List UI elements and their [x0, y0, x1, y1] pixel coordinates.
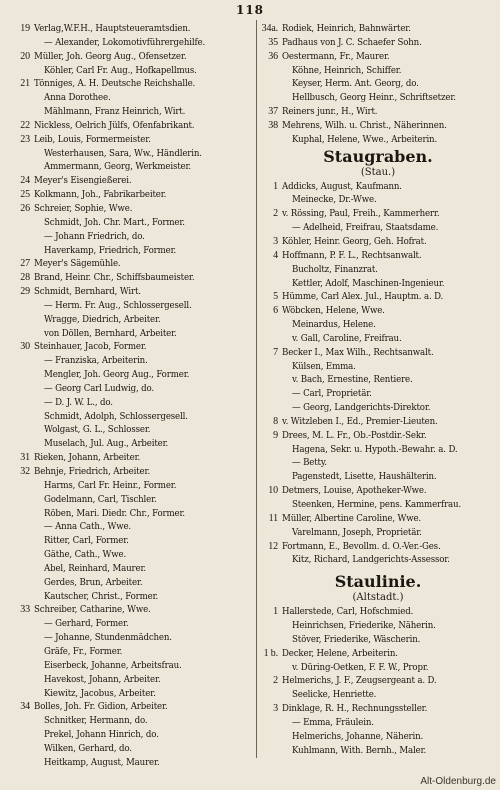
resident-entry: Meyer's Sägemühle.	[34, 258, 121, 270]
house-number: 34	[20, 701, 30, 713]
house-number: 8	[273, 415, 278, 427]
directory-entry	[0, 603, 258, 617]
directory-entry	[0, 299, 258, 313]
resident-entry: Röben, Mari. Diedr. Chr., Former.	[44, 507, 185, 519]
resident-entry: Helmerichs, Johanne, Näherin.	[292, 730, 424, 742]
directory-entry	[0, 631, 258, 645]
watermark: Alt-Oldenburg.de	[420, 776, 496, 787]
resident-entry: Havekost, Johann, Arbeiter.	[44, 673, 161, 685]
resident-entry: Steinhauer, Jacob, Former.	[34, 341, 147, 353]
directory-entry	[0, 244, 258, 258]
house-number: 24	[20, 175, 30, 187]
house-number: 7	[273, 346, 278, 358]
resident-entry: Köhler, Carl Fr. Aug., Hofkapellmus.	[44, 64, 197, 76]
directory-entry	[0, 119, 258, 133]
house-number: 10	[268, 485, 278, 497]
house-number: 1	[273, 606, 278, 618]
resident-entry: Becker I., Max Wilh., Rechtsanwalt.	[282, 346, 434, 358]
directory-entry	[256, 360, 500, 374]
directory-entry	[256, 318, 500, 332]
directory-entry	[256, 119, 500, 133]
directory-entry	[256, 332, 500, 346]
directory-entry	[0, 520, 258, 534]
resident-entry: Hümme, Carl Alex. Jul., Hauptm. a. D.	[282, 291, 444, 303]
house-number: 30	[20, 341, 30, 353]
directory-entry	[0, 576, 258, 590]
resident-entry: Ammermann, Georg, Werkmeister.	[44, 161, 192, 173]
directory-entry	[0, 327, 258, 341]
resident-entry: Kolkmann, Joh., Fabrikarbeiter.	[34, 189, 167, 201]
resident-entry: Fortmann, E., Bevollm. d. O.-Ver.-Ges.	[282, 540, 441, 552]
house-number: 31	[20, 452, 30, 464]
directory-entry	[256, 540, 500, 554]
directory-entry	[256, 484, 500, 498]
house-number: 12	[268, 540, 278, 552]
resident-entry: Stöver, Friederike, Wäscherin.	[292, 633, 421, 645]
resident-entry: Ritter, Carl, Former.	[44, 535, 129, 547]
directory-entry	[256, 456, 500, 470]
resident-entry: Gerdes, Brun, Arbeiter.	[44, 576, 143, 588]
directory-entry	[0, 313, 258, 327]
directory-entry	[256, 249, 500, 263]
resident-entry: Nickless, Oelrich Jülfs, Ofenfabrikant.	[34, 119, 195, 131]
directory-entry	[256, 470, 500, 484]
resident-entry: Verlag,W.F.H., Hauptsteueramtsdien.	[34, 23, 191, 34]
house-number: 1	[273, 180, 278, 192]
resident-entry: Oestermann, Fr., Maurer.	[282, 50, 390, 62]
directory-entry	[256, 207, 500, 221]
resident-entry: — Johanne, Stundenmädchen.	[44, 632, 172, 644]
resident-entry: Brand, Heinr. Chr., Schiffsbaumeister.	[34, 272, 195, 284]
directory-entry	[256, 77, 500, 91]
directory-entry	[0, 534, 258, 548]
directory-entry	[256, 498, 500, 512]
resident-entry: Kettler, Adolf, Maschinen-Ingenieur.	[292, 277, 445, 289]
house-number: 3	[273, 703, 278, 715]
directory-entry	[256, 193, 500, 207]
directory-entry	[256, 674, 500, 688]
directory-entry	[0, 64, 258, 78]
directory-entry	[256, 22, 500, 36]
house-number: 29	[20, 286, 30, 298]
directory-entry	[0, 714, 258, 728]
resident-entry: Schmidt, Bernhard, Wirt.	[34, 286, 141, 298]
house-number: 9	[273, 429, 278, 441]
directory-entry	[0, 91, 258, 105]
directory-entry	[256, 50, 500, 64]
house-number: 1 b.	[263, 647, 278, 659]
house-number: 23	[20, 133, 30, 145]
resident-entry: Behnje, Friedrich, Arbeiter.	[34, 466, 151, 477]
directory-entry	[0, 410, 258, 424]
house-number: 5	[273, 291, 278, 303]
directory-entry	[256, 526, 500, 540]
house-number: 3	[273, 235, 278, 247]
directory-entry	[0, 368, 258, 382]
resident-entry: Schreier, Sophie, Wwe.	[34, 202, 133, 214]
directory-entry	[0, 133, 258, 147]
house-number: 11	[268, 512, 278, 524]
directory-entry	[0, 271, 258, 285]
resident-entry: Detmers, Louise, Apotheker-Wwe.	[282, 485, 427, 497]
resident-entry: — D. J. W. L., do.	[44, 396, 113, 408]
directory-entry	[0, 216, 258, 230]
resident-entry: Kautscher, Christ., Former.	[44, 590, 159, 602]
resident-entry: Addicks, August, Kaufmann.	[282, 180, 402, 192]
directory-entry	[0, 340, 258, 354]
house-number: 33	[20, 604, 30, 616]
directory-entry	[256, 688, 500, 702]
house-number: 21	[20, 78, 30, 90]
directory-entry	[0, 590, 258, 604]
house-number: 25	[20, 189, 30, 201]
directory-entry	[0, 188, 258, 202]
house-number: 4	[273, 249, 278, 261]
resident-entry: von Döllen, Bernhard, Arbeiter.	[44, 327, 177, 339]
directory-entry	[0, 285, 258, 299]
resident-entry: Kitz, Richard, Landgerichts-Assessor.	[292, 554, 450, 566]
resident-entry: Reiners junr., H., Wirt.	[282, 106, 378, 118]
resident-entry: — Johann Friedrich, do.	[44, 230, 145, 242]
directory-entry	[256, 429, 500, 443]
directory-entry	[0, 673, 258, 687]
house-number: 38	[268, 119, 278, 131]
resident-entry: Wragge, Diedrich, Arbeiter.	[44, 313, 161, 325]
resident-entry: Haverkamp, Friedrich, Former.	[44, 244, 177, 256]
resident-entry: Abel, Reinhard, Maurer.	[44, 562, 147, 574]
resident-entry: v. Bach, Ernestine, Rentiere.	[292, 374, 413, 386]
house-number: 35	[268, 36, 278, 48]
resident-entry: Schmidt, Adolph, Schlossergesell.	[44, 410, 188, 422]
resident-entry: Steenken, Hermine, pens. Kammerfrau.	[292, 499, 462, 510]
directory-entry	[0, 202, 258, 216]
resident-entry: — Adelheid, Freifrau, Staatsdame.	[292, 222, 439, 234]
directory-entry	[256, 133, 500, 147]
house-number: 2	[273, 675, 278, 687]
resident-entry: Pagenstedt, Lisette, Haushälterin.	[292, 471, 437, 483]
directory-entry	[256, 619, 500, 633]
resident-entry: Hellbusch, Georg Heinr., Schriftsetzer.	[292, 92, 456, 104]
directory-entry	[0, 645, 258, 659]
resident-entry: Rodiek, Heinrich, Bahnwärter.	[282, 23, 411, 34]
resident-entry: Köhne, Heinrich, Schiffer.	[292, 64, 402, 76]
directory-entry	[256, 180, 500, 194]
directory-entry	[0, 728, 258, 742]
resident-entry: Kuphal, Helene, Wwe., Arbeiterin.	[292, 133, 438, 145]
directory-entry	[0, 700, 258, 714]
house-number: 32	[20, 466, 30, 477]
left-column	[0, 22, 258, 770]
directory-entry	[0, 147, 258, 161]
resident-entry: — Georg Carl Ludwig, do.	[44, 382, 154, 394]
resident-entry: v. Gall, Caroline, Freifrau.	[292, 332, 402, 344]
directory-entry	[256, 346, 500, 360]
resident-entry: Kuhlmann, With. Bernh., Maler.	[292, 744, 427, 756]
resident-entry: v. Düring-Oetken, F. F. W., Propr.	[292, 661, 429, 673]
resident-entry: — Herm. Fr. Aug., Schlossergesell.	[44, 299, 192, 311]
directory-entry	[256, 387, 500, 401]
directory-entry	[256, 415, 500, 429]
directory-entry	[0, 396, 258, 410]
directory-entry	[0, 257, 258, 271]
resident-entry: — Franziska, Arbeiterin.	[44, 355, 148, 367]
resident-entry: Westerhausen, Sara, Ww., Händlerin.	[44, 147, 202, 159]
directory-entry	[0, 548, 258, 562]
resident-entry: Eiserbeck, Johanne, Arbeitsfrau.	[44, 659, 182, 671]
directory-entry	[256, 277, 500, 291]
house-number: 37	[268, 106, 278, 118]
street-heading-staulinie: Staulinie.	[334, 572, 422, 592]
resident-entry: Helmerichs, J. F., Zeugsergeant a. D.	[282, 675, 437, 687]
directory-entry	[256, 605, 500, 619]
house-number: 6	[273, 305, 278, 317]
resident-entry: Drees, M. L. Fr., Ob.-Postdir.-Sekr.	[282, 429, 427, 441]
directory-entry	[0, 174, 258, 188]
resident-entry: Hoffmann, P. F. L., Rechtsanwalt.	[282, 249, 422, 261]
resident-entry: — Betty.	[292, 457, 327, 469]
resident-entry: Rieken, Johann, Arbeiter.	[34, 452, 141, 464]
directory-entry	[256, 443, 500, 457]
directory-entry	[256, 36, 500, 50]
resident-entry: Harms, Carl Fr. Heinr., Former.	[44, 479, 177, 491]
directory-entry	[256, 512, 500, 526]
resident-entry: Varelmann, Joseph, Proprietär.	[292, 526, 422, 538]
directory-entry	[0, 105, 258, 119]
resident-entry: — Alexander, Lokomotivführergehilfe.	[44, 36, 206, 48]
directory-entry	[0, 77, 258, 91]
resident-entry: Mehrens, Wilh. u. Christ., Näherinnen.	[282, 119, 447, 131]
directory-entry	[256, 744, 500, 758]
resident-entry: Tönniges, A. H. Deutsche Reichshalle.	[34, 78, 196, 90]
house-number: 22	[20, 119, 30, 131]
resident-entry: Mengler, Joh. Georg Aug., Former.	[44, 369, 190, 381]
directory-entry	[256, 730, 500, 744]
directory-entry	[256, 221, 500, 235]
directory-entry	[256, 304, 500, 318]
resident-entry: Heinrichsen, Friederike, Näherin.	[292, 620, 436, 632]
resident-entry: Meinardus, Helene.	[292, 319, 376, 331]
directory-entry	[0, 36, 258, 50]
resident-entry: Külsen, Emma.	[292, 360, 356, 372]
resident-entry: Wolgast, G. L., Schlosser.	[44, 424, 151, 436]
resident-entry: Schreiber, Catharine, Wwe.	[34, 604, 151, 616]
resident-entry: Decker, Helene, Arbeiterin.	[282, 647, 398, 659]
directory-entry	[256, 647, 500, 661]
resident-entry: Anna Dorothee.	[44, 92, 111, 104]
directory-entry	[0, 437, 258, 451]
directory-entry	[0, 479, 258, 493]
resident-entry: — Emma, Fräulein.	[292, 716, 374, 728]
directory-entry	[0, 354, 258, 368]
directory-entry	[0, 423, 258, 437]
directory-entry	[0, 465, 258, 479]
directory-entry	[256, 633, 500, 647]
house-number: 20	[20, 50, 30, 62]
directory-entry	[256, 91, 500, 105]
resident-entry: Meyer's Eisengießerei.	[34, 175, 132, 187]
street-heading-staugraben: Staugraben.	[323, 146, 433, 166]
resident-entry: Prekel, Johann Hinrich, do.	[44, 729, 159, 741]
resident-entry: Wilken, Gerhard, do.	[44, 742, 132, 754]
directory-entry	[0, 493, 258, 507]
street-district-staugraben: (Stau.)	[360, 166, 396, 178]
resident-entry: Seelicke, Henriette.	[292, 689, 377, 701]
directory-entry	[0, 50, 258, 64]
directory-entry	[0, 562, 258, 576]
resident-entry: Bolles, Joh. Fr. Gidion, Arbeiter.	[34, 701, 168, 713]
directory-entry	[0, 230, 258, 244]
directory-entry	[0, 756, 258, 770]
resident-entry: Köhler, Heinr. Georg, Geh. Hofrat.	[282, 235, 427, 247]
resident-entry: Müller, Joh. Georg Aug., Ofensetzer.	[34, 50, 187, 62]
resident-entry: Schnitker, Hermann, do.	[44, 715, 148, 727]
directory-entry	[0, 742, 258, 756]
directory-entry	[256, 716, 500, 730]
resident-entry: Keyser, Herm. Ant. Georg, do.	[292, 78, 419, 90]
resident-entry: — Anna Cath., Wwe.	[44, 521, 132, 533]
house-number: 2	[273, 208, 278, 220]
directory-entry	[0, 160, 258, 174]
directory-entry	[0, 22, 258, 36]
house-number: 36	[268, 50, 278, 62]
street-district-staulinie: (Altstadt.)	[352, 592, 404, 604]
resident-entry: Kiewitz, Jacobus, Arbeiter.	[44, 687, 156, 699]
resident-entry: — Gerhard, Former.	[44, 618, 129, 630]
resident-entry: Godelmann, Carl, Tischler.	[44, 493, 157, 505]
resident-entry: v. Witzleben I., Ed., Premier-Lieuten.	[282, 415, 438, 427]
staugraben-entries	[256, 180, 500, 568]
resident-entry: Gäthe, Cath., Wwe.	[44, 549, 127, 561]
resident-entry: Müller, Albertine Caroline, Wwe.	[282, 512, 422, 524]
resident-entry: Hagena, Sekr. u. Hypoth.-Bewahr. a. D.	[292, 443, 458, 455]
directory-entry	[256, 373, 500, 387]
right-column	[256, 22, 500, 758]
resident-entry: Bucholtz, Finanzrat.	[292, 263, 378, 275]
resident-entry: Schmidt, Joh. Chr. Mart., Former.	[44, 216, 185, 228]
resident-entry: Gräfe, Fr., Former.	[44, 645, 123, 657]
directory-entry	[0, 687, 258, 701]
right-top-entries	[256, 22, 500, 147]
directory-entry	[256, 263, 500, 277]
resident-entry: Mählmann, Franz Heinrich, Wirt.	[44, 106, 186, 118]
resident-entry: Dinklage, R. H., Rechnungssteller.	[282, 703, 428, 715]
house-number: 19	[20, 23, 30, 34]
house-number: 27	[20, 258, 30, 270]
house-number: 34a.	[261, 23, 278, 34]
resident-entry: Padhaus von J. C. Schaefer Sohn.	[282, 36, 422, 48]
resident-entry: Hallerstede, Carl, Hofschmied.	[282, 606, 414, 618]
resident-entry: — Georg, Landgerichts-Direktor.	[292, 402, 431, 414]
directory-entry	[256, 64, 500, 78]
resident-entry: — Carl, Proprietär.	[292, 388, 372, 400]
directory-entry	[0, 659, 258, 673]
directory-entry	[0, 382, 258, 396]
directory-entry	[256, 553, 500, 567]
resident-entry: Muselach, Jul. Aug., Arbeiter.	[44, 438, 169, 450]
page-number: 118	[235, 3, 265, 17]
directory-entry	[0, 507, 258, 521]
directory-entry	[256, 661, 500, 675]
resident-entry: Meinecke, Dr.-Wwe.	[292, 194, 377, 206]
directory-entry	[256, 290, 500, 304]
directory-entry	[256, 105, 500, 119]
resident-entry: Heitkamp, August, Maurer.	[44, 756, 160, 768]
house-number: 26	[20, 202, 30, 214]
directory-entry	[0, 617, 258, 631]
resident-entry: v. Rössing, Paul, Freih., Kammerherr.	[282, 208, 440, 220]
directory-entry	[256, 401, 500, 415]
directory-entry	[256, 235, 500, 249]
resident-entry: Wöbcken, Helene, Wwe.	[282, 305, 385, 317]
house-number: 28	[20, 272, 30, 284]
directory-entry	[256, 702, 500, 716]
directory-entry	[0, 451, 258, 465]
resident-entry: Leib, Louis, Formermeister.	[34, 133, 151, 145]
staulinie-entries	[256, 605, 500, 757]
